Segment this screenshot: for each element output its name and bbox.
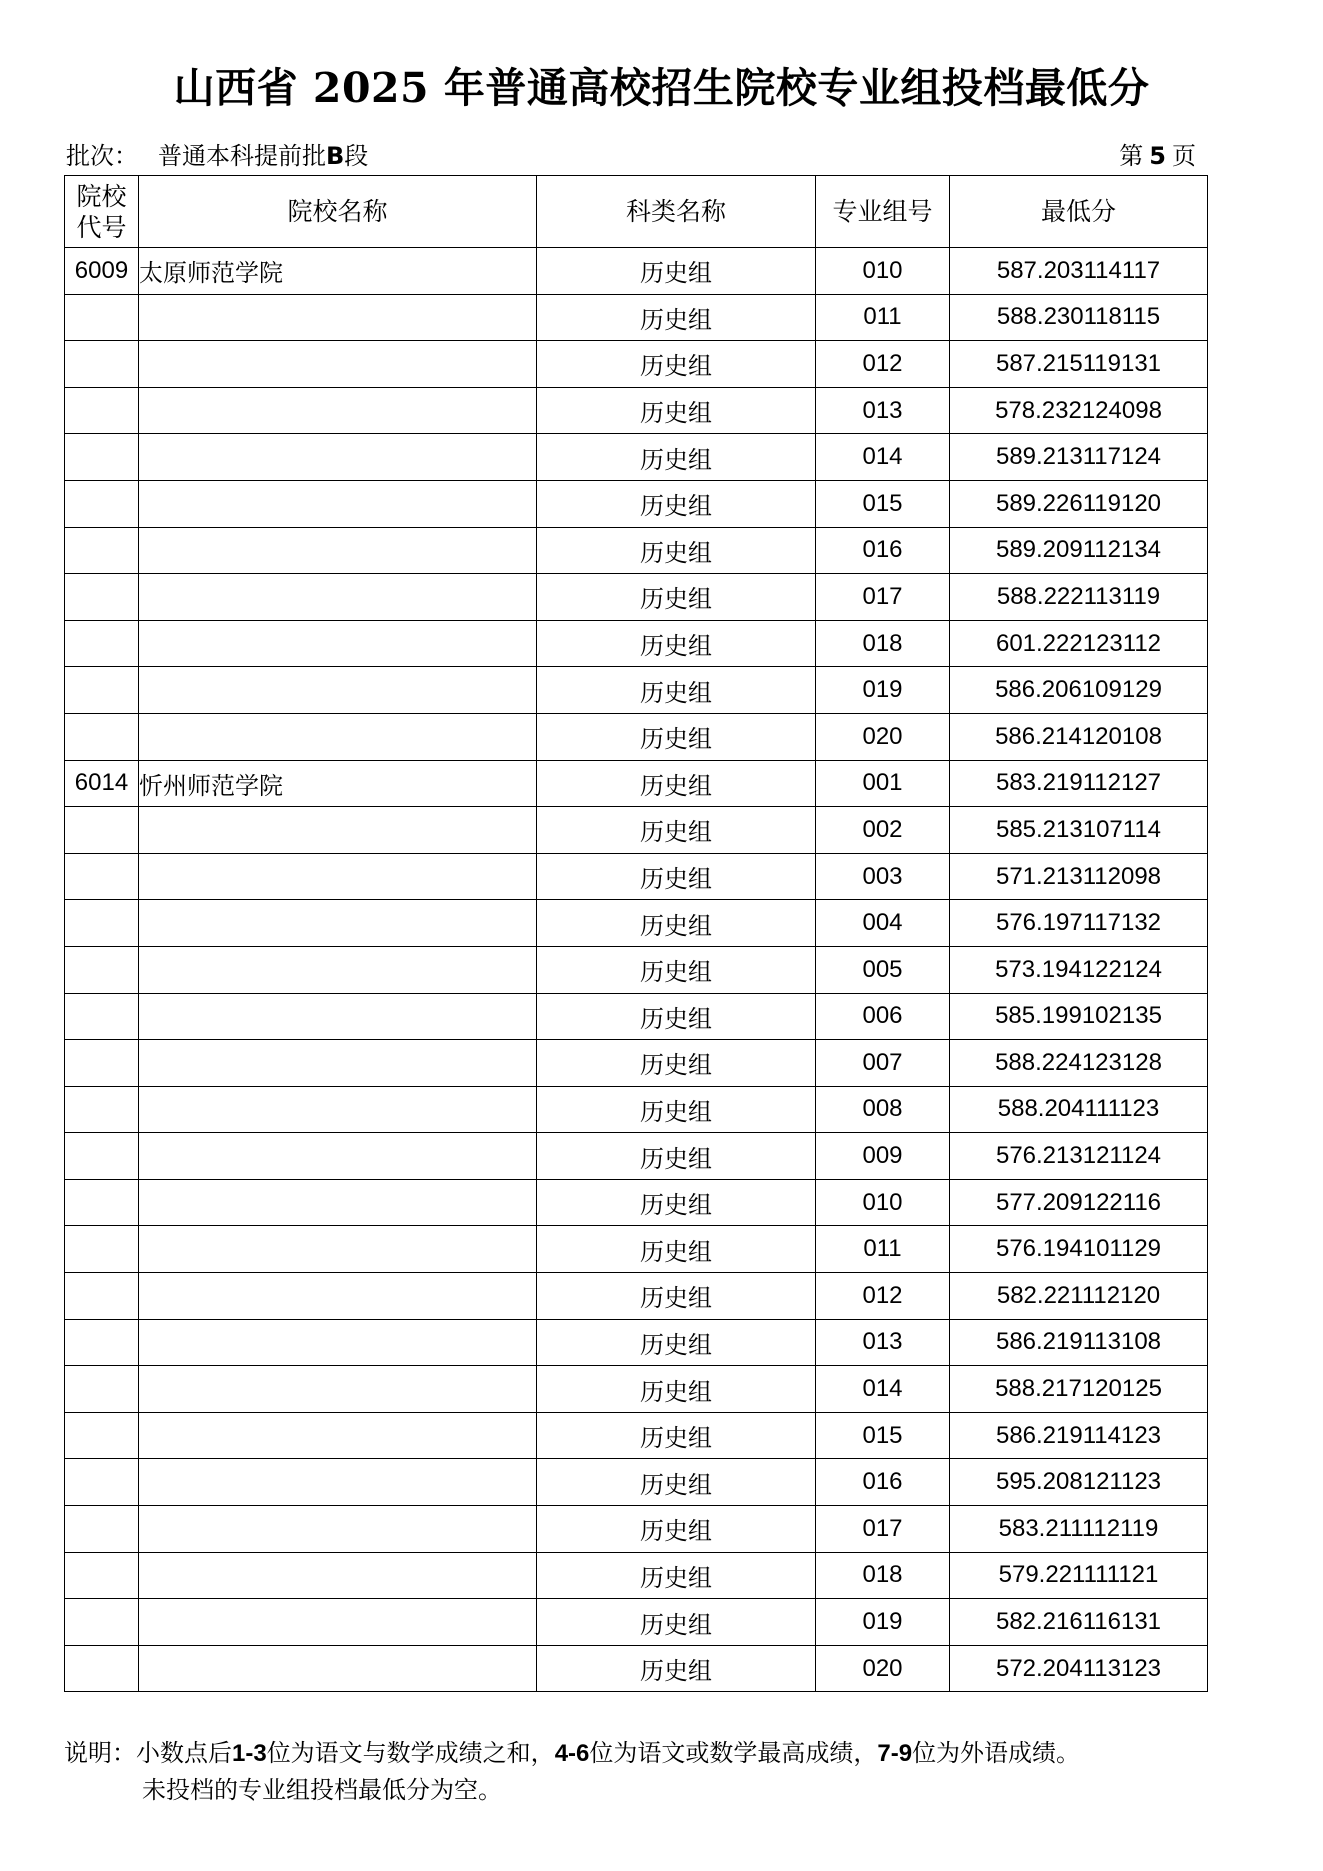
table-row bbox=[65, 853, 1208, 900]
school-code-cell bbox=[65, 1319, 139, 1366]
table-row bbox=[65, 1179, 1208, 1226]
group-cell: 010 bbox=[816, 1179, 950, 1226]
min-score-cell: 576.213121124 bbox=[950, 1133, 1208, 1180]
min-score-cell: 583.219112127 bbox=[950, 760, 1208, 807]
table-row bbox=[65, 620, 1208, 667]
footnote-label: 说明： bbox=[64, 1739, 136, 1767]
group-cell: 019 bbox=[816, 1599, 950, 1646]
category-cell: 历史组 bbox=[537, 1459, 816, 1506]
page-suffix: 页 bbox=[1172, 142, 1196, 170]
meta-row bbox=[66, 138, 1196, 174]
school-code-cell bbox=[65, 853, 139, 900]
page-number-value: 5 bbox=[1149, 142, 1166, 170]
school-code-cell bbox=[65, 341, 139, 388]
min-score-cell: 588.222113119 bbox=[950, 574, 1208, 621]
group-cell: 020 bbox=[816, 713, 950, 760]
batch-value-suffix: 段 bbox=[344, 142, 369, 170]
table-body bbox=[65, 248, 1208, 1692]
min-score-cell: 573.194122124 bbox=[950, 946, 1208, 993]
school-code-cell bbox=[65, 620, 139, 667]
school-name-cell bbox=[139, 807, 537, 854]
header-school-code-line1: 院校 bbox=[76, 181, 127, 211]
school-code-cell bbox=[65, 946, 139, 993]
school-name-cell bbox=[139, 993, 537, 1040]
group-cell: 007 bbox=[816, 1040, 950, 1087]
category-cell: 历史组 bbox=[537, 527, 816, 574]
category-cell: 历史组 bbox=[537, 620, 816, 667]
category-cell: 历史组 bbox=[537, 1179, 816, 1226]
category-cell: 历史组 bbox=[537, 1040, 816, 1087]
school-code-cell bbox=[65, 1506, 139, 1553]
school-name-cell bbox=[139, 1552, 537, 1599]
footnote-part3: 位为语文或数学最高成绩， bbox=[589, 1739, 878, 1767]
page-prefix: 第 bbox=[1119, 142, 1144, 170]
school-name-cell bbox=[139, 900, 537, 947]
school-code-cell bbox=[65, 294, 139, 341]
category-cell: 历史组 bbox=[537, 1552, 816, 1599]
min-score-cell: 578.232124098 bbox=[950, 387, 1208, 434]
school-code-cell bbox=[65, 993, 139, 1040]
table-header-row bbox=[65, 176, 1208, 248]
min-score-cell: 601.222123112 bbox=[950, 620, 1208, 667]
school-code-cell bbox=[65, 667, 139, 714]
batch-label: 批次： bbox=[66, 142, 138, 170]
group-cell: 014 bbox=[816, 434, 950, 481]
header-category: 科类名称 bbox=[537, 176, 816, 248]
category-cell: 历史组 bbox=[537, 807, 816, 854]
school-code-cell bbox=[65, 1645, 139, 1692]
group-cell: 002 bbox=[816, 807, 950, 854]
footnote-part2: 位为语文与数学成绩之和， bbox=[266, 1739, 555, 1767]
table-row bbox=[65, 1273, 1208, 1320]
school-code-cell bbox=[65, 1273, 139, 1320]
school-code-cell bbox=[65, 1412, 139, 1459]
table-row bbox=[65, 1133, 1208, 1180]
footnote bbox=[64, 1735, 1264, 1808]
school-code-cell bbox=[65, 387, 139, 434]
min-score-cell: 588.204111123 bbox=[950, 1086, 1208, 1133]
school-name-cell bbox=[139, 853, 537, 900]
category-cell: 历史组 bbox=[537, 480, 816, 527]
batch-value-bold: B bbox=[326, 142, 345, 170]
group-cell: 020 bbox=[816, 1645, 950, 1692]
group-cell: 008 bbox=[816, 1086, 950, 1133]
min-score-cell: 589.226119120 bbox=[950, 480, 1208, 527]
school-name-cell bbox=[139, 1319, 537, 1366]
group-cell: 012 bbox=[816, 1273, 950, 1320]
group-cell: 018 bbox=[816, 620, 950, 667]
school-name-cell bbox=[139, 667, 537, 714]
group-cell: 016 bbox=[816, 1459, 950, 1506]
min-score-cell: 587.215119131 bbox=[950, 341, 1208, 388]
group-cell: 005 bbox=[816, 946, 950, 993]
school-code-cell bbox=[65, 1366, 139, 1413]
school-name-cell bbox=[139, 1040, 537, 1087]
min-score-cell: 583.211112119 bbox=[950, 1506, 1208, 1553]
table-row bbox=[65, 1086, 1208, 1133]
school-code-cell bbox=[65, 480, 139, 527]
group-cell: 013 bbox=[816, 1319, 950, 1366]
category-cell: 历史组 bbox=[537, 294, 816, 341]
group-cell: 017 bbox=[816, 1506, 950, 1553]
header-school-code bbox=[65, 176, 139, 248]
min-score-cell: 585.213107114 bbox=[950, 807, 1208, 854]
school-code-cell bbox=[65, 1133, 139, 1180]
table-row bbox=[65, 1459, 1208, 1506]
school-name-cell bbox=[139, 1226, 537, 1273]
group-cell: 004 bbox=[816, 900, 950, 947]
category-cell: 历史组 bbox=[537, 1506, 816, 1553]
table-row bbox=[65, 667, 1208, 714]
school-code-cell bbox=[65, 807, 139, 854]
table-row bbox=[65, 946, 1208, 993]
page-number bbox=[1119, 138, 1196, 174]
min-score-cell: 582.216116131 bbox=[950, 1599, 1208, 1646]
group-cell: 011 bbox=[816, 1226, 950, 1273]
min-score-cell: 587.203114117 bbox=[950, 248, 1208, 295]
school-name-cell bbox=[139, 620, 537, 667]
table-row bbox=[65, 248, 1208, 295]
school-code-cell bbox=[65, 434, 139, 481]
category-cell: 历史组 bbox=[537, 248, 816, 295]
table-row bbox=[65, 713, 1208, 760]
footnote-part1: 小数点后 bbox=[136, 1739, 232, 1767]
group-cell: 017 bbox=[816, 574, 950, 621]
min-score-cell: 579.221111121 bbox=[950, 1552, 1208, 1599]
footnote-line1 bbox=[64, 1735, 1264, 1772]
category-cell: 历史组 bbox=[537, 993, 816, 1040]
category-cell: 历史组 bbox=[537, 1366, 816, 1413]
group-cell: 012 bbox=[816, 341, 950, 388]
batch-value bbox=[158, 138, 368, 174]
school-name-cell bbox=[139, 294, 537, 341]
group-cell: 013 bbox=[816, 387, 950, 434]
category-cell: 历史组 bbox=[537, 713, 816, 760]
footnote-b3: 7-9 bbox=[877, 1740, 913, 1767]
table-row bbox=[65, 294, 1208, 341]
school-name-cell bbox=[139, 1133, 537, 1180]
header-school-name: 院校名称 bbox=[139, 176, 537, 248]
table-row bbox=[65, 480, 1208, 527]
category-cell: 历史组 bbox=[537, 1319, 816, 1366]
school-name-cell bbox=[139, 1412, 537, 1459]
table-row bbox=[65, 434, 1208, 481]
header-min-score: 最低分 bbox=[950, 176, 1208, 248]
table-row bbox=[65, 900, 1208, 947]
group-cell: 010 bbox=[816, 248, 950, 295]
footnote-line2: 未投档的专业组投档最低分为空。 bbox=[142, 1776, 502, 1804]
school-code-cell bbox=[65, 1086, 139, 1133]
footnote-part4: 位为外语成绩。 bbox=[912, 1739, 1081, 1767]
min-score-cell: 588.230118115 bbox=[950, 294, 1208, 341]
school-code-cell bbox=[65, 1226, 139, 1273]
group-cell: 016 bbox=[816, 527, 950, 574]
category-cell: 历史组 bbox=[537, 341, 816, 388]
table-row bbox=[65, 574, 1208, 621]
table-row bbox=[65, 1319, 1208, 1366]
category-cell: 历史组 bbox=[537, 900, 816, 947]
group-cell: 014 bbox=[816, 1366, 950, 1413]
min-score-cell: 589.213117124 bbox=[950, 434, 1208, 481]
min-score-cell: 586.219114123 bbox=[950, 1412, 1208, 1459]
table-row bbox=[65, 341, 1208, 388]
min-score-cell: 582.221112120 bbox=[950, 1273, 1208, 1320]
school-name-cell bbox=[139, 1179, 537, 1226]
header-group: 专业组号 bbox=[816, 176, 950, 248]
school-code-cell bbox=[65, 1459, 139, 1506]
category-cell: 历史组 bbox=[537, 574, 816, 621]
min-score-cell: 589.209112134 bbox=[950, 527, 1208, 574]
min-score-cell: 595.208121123 bbox=[950, 1459, 1208, 1506]
header-school-code-line2: 代号 bbox=[76, 212, 127, 242]
group-cell: 019 bbox=[816, 667, 950, 714]
min-score-cell: 571.213112098 bbox=[950, 853, 1208, 900]
category-cell: 历史组 bbox=[537, 946, 816, 993]
group-cell: 015 bbox=[816, 480, 950, 527]
min-score-cell: 586.206109129 bbox=[950, 667, 1208, 714]
table-row bbox=[65, 993, 1208, 1040]
group-cell: 011 bbox=[816, 294, 950, 341]
school-code-cell bbox=[65, 1599, 139, 1646]
school-code-cell bbox=[65, 1179, 139, 1226]
batch-value-prefix: 普通本科提前批 bbox=[158, 142, 326, 170]
category-cell: 历史组 bbox=[537, 1273, 816, 1320]
school-name-cell bbox=[139, 1273, 537, 1320]
table-row bbox=[65, 1552, 1208, 1599]
school-name-cell: 忻州师范学院 bbox=[139, 760, 537, 807]
min-score-cell: 572.204113123 bbox=[950, 1645, 1208, 1692]
table-row bbox=[65, 1645, 1208, 1692]
school-name-cell bbox=[139, 713, 537, 760]
school-name-cell bbox=[139, 1645, 537, 1692]
category-cell: 历史组 bbox=[537, 1133, 816, 1180]
school-code-cell bbox=[65, 574, 139, 621]
school-code-cell bbox=[65, 900, 139, 947]
category-cell: 历史组 bbox=[537, 1645, 816, 1692]
page-title: 山西省 2025 年普通高校招生院校专业组投档最低分 bbox=[173, 64, 1150, 112]
category-cell: 历史组 bbox=[537, 1599, 816, 1646]
school-name-cell bbox=[139, 574, 537, 621]
school-code-cell: 6009 bbox=[65, 248, 139, 295]
min-score-cell: 576.194101129 bbox=[950, 1226, 1208, 1273]
min-score-cell: 576.197117132 bbox=[950, 900, 1208, 947]
school-code-cell bbox=[65, 1040, 139, 1087]
category-cell: 历史组 bbox=[537, 1412, 816, 1459]
category-cell: 历史组 bbox=[537, 387, 816, 434]
school-name-cell bbox=[139, 1086, 537, 1133]
footnote-b1: 1-3 bbox=[232, 1740, 267, 1767]
school-name-cell bbox=[139, 1366, 537, 1413]
group-cell: 015 bbox=[816, 1412, 950, 1459]
category-cell: 历史组 bbox=[537, 667, 816, 714]
group-cell: 018 bbox=[816, 1552, 950, 1599]
category-cell: 历史组 bbox=[537, 853, 816, 900]
group-cell: 003 bbox=[816, 853, 950, 900]
table-row bbox=[65, 1226, 1208, 1273]
min-score-cell: 586.219113108 bbox=[950, 1319, 1208, 1366]
group-cell: 009 bbox=[816, 1133, 950, 1180]
school-name-cell bbox=[139, 1506, 537, 1553]
school-name-cell bbox=[139, 946, 537, 993]
group-cell: 001 bbox=[816, 760, 950, 807]
table-row bbox=[65, 1366, 1208, 1413]
school-code-cell bbox=[65, 713, 139, 760]
school-code-cell bbox=[65, 1552, 139, 1599]
table-row bbox=[65, 1506, 1208, 1553]
table-row bbox=[65, 1412, 1208, 1459]
min-score-cell: 586.214120108 bbox=[950, 713, 1208, 760]
min-score-cell: 588.224123128 bbox=[950, 1040, 1208, 1087]
score-table bbox=[64, 175, 1208, 1692]
table-row bbox=[65, 760, 1208, 807]
school-name-cell bbox=[139, 1599, 537, 1646]
category-cell: 历史组 bbox=[537, 434, 816, 481]
school-name-cell bbox=[139, 434, 537, 481]
school-code-cell: 6014 bbox=[65, 760, 139, 807]
category-cell: 历史组 bbox=[537, 1226, 816, 1273]
table-row bbox=[65, 807, 1208, 854]
table-row bbox=[65, 1599, 1208, 1646]
group-cell: 006 bbox=[816, 993, 950, 1040]
footnote-b2: 4-6 bbox=[554, 1740, 590, 1767]
school-name-cell bbox=[139, 480, 537, 527]
category-cell: 历史组 bbox=[537, 1086, 816, 1133]
min-score-cell: 585.199102135 bbox=[950, 993, 1208, 1040]
school-name-cell bbox=[139, 1459, 537, 1506]
table-row bbox=[65, 387, 1208, 434]
school-name-cell bbox=[139, 527, 537, 574]
school-name-cell: 太原师范学院 bbox=[139, 248, 537, 295]
min-score-cell: 577.209122116 bbox=[950, 1179, 1208, 1226]
category-cell: 历史组 bbox=[537, 760, 816, 807]
min-score-cell: 588.217120125 bbox=[950, 1366, 1208, 1413]
school-name-cell bbox=[139, 341, 537, 388]
table-row bbox=[65, 527, 1208, 574]
table-row bbox=[65, 1040, 1208, 1087]
school-name-cell bbox=[139, 387, 537, 434]
school-code-cell bbox=[65, 527, 139, 574]
